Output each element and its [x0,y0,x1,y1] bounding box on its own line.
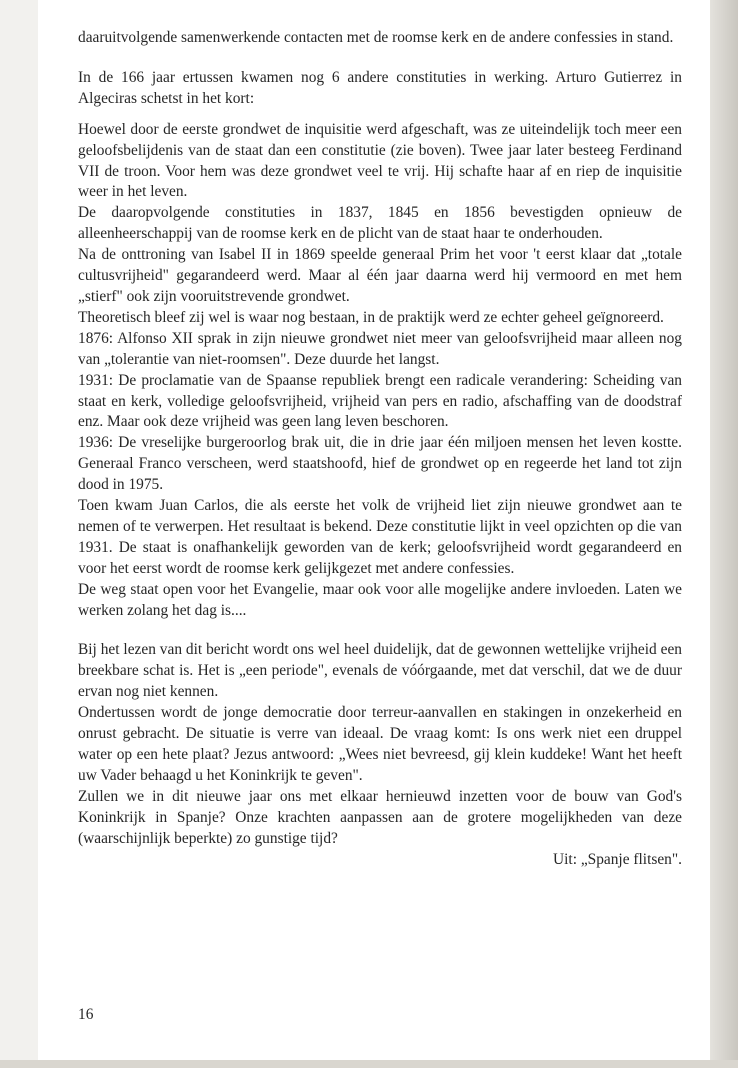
paragraph: Theoretisch bleef zij wel is waar nog bestaan, in de praktijk werd ze echter geheel geïgnoreerd. [78,308,664,326]
paragraph: Zullen we in dit nieuwe jaar ons met elkaar hernieuwd inzetten voor de bouw van God's Koninkrijk in Spanje? Onze krachten aanpassen aan de grotere mogelijkheden van deze (waarschijnlijk beperkte) zo gunstige tijd? [78,787,682,847]
paragraph: Hoewel door de eerste grondwet de inquisitie werd afgeschaft, was ze uiteindelijk toch meer een geloofsbelijdenis van de staat dan een constitutie (zie boven). Twee jaar later besteeg Ferdinand VII de troon. Voor hem was deze grondwet veel te vrij. Hij schafte haar af en riep de inquisitie weer in het leven. [78,120,682,201]
page-number: 16 [78,1006,94,1023]
paragraph: Toen kwam Juan Carlos, die als eerste het volk de vrijheid liet zijn nieuwe grondwet aan te nemen of te verwerpen. Het resultaat is bekend. Deze constitutie lijkt in veel opzichten op die van 1931. De staat is onafhankelijk geworden van de kerk; geloofsvrijheid wordt gegarandeerd en voor het eerst wordt de roomse kerk gelijkgezet met andere confessies. [78,497,682,577]
paragraph: 1931: De proclamatie van de Spaanse republiek brengt een radicale verandering: Scheiding van staat en kerk, volledige geloofsvrijheid, vrijheid van pers en radio, afschaffing van de doodstraf enz. Maar ook deze vrijheid was geen lang leven beschoren. [78,371,682,431]
page-right-edge [710,0,738,1068]
paragraph: Bij het lezen van dit bericht wordt ons wel heel duidelijk, dat de gewonnen wettelijke vrijheid een breekbare schat is. Het is „een periode", evenals de vóórgaande, met dat verschil, dat we de duur ervan nog niet kennen. [78,641,682,701]
page-left-margin [0,0,38,1068]
paragraph: De daaropvolgende constituties in 1837, 1845 en 1856 bevestigden opnieuw de alleenheerschappij van de roomse kerk en de plicht van de staat haar te onderhouden. [78,204,682,243]
paragraph: Na de onttroning van Isabel II in 1869 speelde generaal Prim het voor 't eerst klaar dat „totale cultusvrijheid" gegarandeerd werd. Maar al één jaar daarna werd hij vermoord en met hem „stierf" ook zijn vooruitstrevende grondwet. [78,246,682,305]
paragraph: 1936: De vreselijke burgeroorlog brak uit, die in drie jaar één miljoen mensen het leven kostte. Generaal Franco verscheen, werd staatshoofd, hief de grondwet op en regeerde het land tot zijn dood in 1975. [78,434,682,494]
source-attribution: Uit: „Spanje flitsen". [553,850,682,868]
paragraph: daaruitvolgende samenwerkende contacten met de roomse kerk en de andere confessies in stand. [78,29,674,46]
body-text [78,28,682,870]
paragraph: In de 166 jaar ertussen kwamen nog 6 andere constituties in werking. Arturo Gutierrez in Algeciras schetst in het kort: [78,68,682,107]
paragraph: Ondertussen wordt de jonge democratie door terreur-aanvallen en stakingen in onzekerheid en onrust gebracht. De situatie is verre van ideaal. De vraag komt: Is ons werk niet een druppel water op een hete plaat? Jezus antwoord: „Wees niet bevreesd, gij klein kuddeke! Want het heeft uw Vader behaagd u het Koninkrijk te geven". [78,704,682,784]
page-bottom-edge [0,1060,738,1068]
paragraph: De weg staat open voor het Evangelie, maar ook voor alle mogelijke andere invloeden. Laten we werken zolang het dag is.... [78,580,682,619]
paragraph: 1876: Alfonso XII sprak in zijn nieuwe grondwet niet meer van geloofsvrijheid maar alleen nog van „tolerantie van niet-roomsen". Deze duurde het langst. [78,329,682,368]
